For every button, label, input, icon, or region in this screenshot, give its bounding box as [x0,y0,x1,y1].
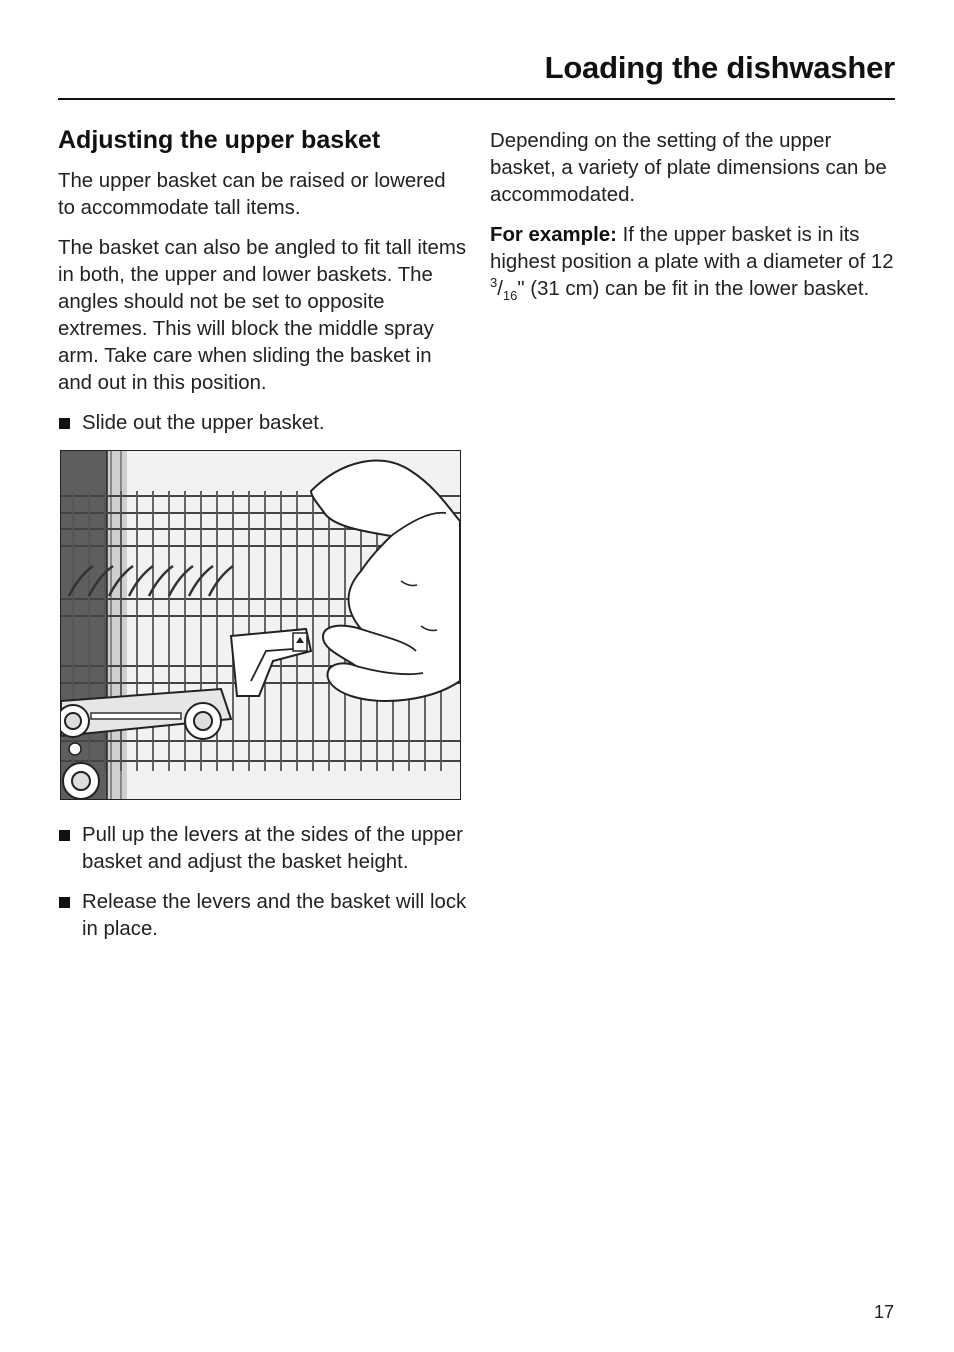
left-column [58,124,468,956]
bullet-square-icon [59,897,70,908]
page-number: 17 [873,1302,894,1322]
paragraph-example [490,222,900,303]
instruction-text: Release the levers and the basket will lock in place. [82,891,467,940]
right-column [490,128,900,316]
paragraph-raise-lower: The upper basket can be raised or lowered to accommodate tall items. [58,170,446,219]
page-title: Loading the dishwasher [544,50,895,85]
header-rule [58,98,895,100]
instruction-step [58,822,468,876]
bullet-square-icon [59,418,70,429]
example-text-2: " (31 cm) can be fit in the lower basket. [517,278,870,300]
instruction-text: Slide out the upper basket. [82,412,325,434]
section-heading: Adjusting the upper basket [58,126,381,154]
fraction-denominator: 16 [502,288,518,304]
paragraph-angle-warning: The basket can also be angled to fit tall items in both, the upper and lower baskets. The angles should not be set to opposite extremes. This will block the middle spray arm. Take care when sliding the basket in and out in this position. [58,237,467,394]
instruction-text: Pull up the levers at the sides of the upper basket and adjust the basket height. [82,824,463,873]
bullet-square-icon [59,830,70,841]
paragraph-plate-dimensions: Depending on the setting of the upper basket, a variety of plate dimensions can be accommodated. [490,130,887,206]
example-label: For example: [490,224,617,246]
basket-lever-illustration [60,450,461,800]
dishwasher-basket-icon [61,451,460,799]
instruction-step [58,410,468,437]
example-text-1: If the upper basket is in its highest position a plate with a diameter of 12 [490,224,894,273]
instruction-step [58,889,468,943]
fraction-slash: / [497,278,503,300]
fraction-numerator: 3 [490,275,498,291]
